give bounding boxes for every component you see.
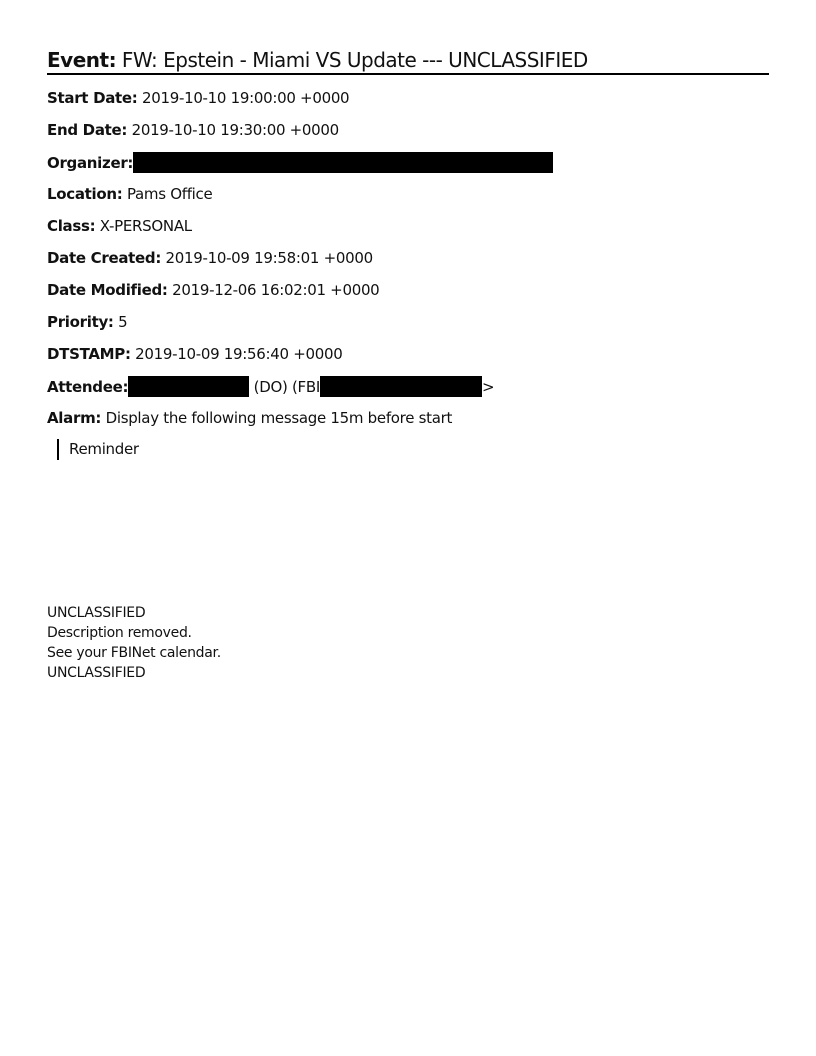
attendee-closing-text: > [481,378,495,396]
priority-label: Priority: [47,313,114,331]
attendee-org-text: (DO) (FBI [249,378,320,396]
class-field [47,216,192,236]
attendee-label: Attendee: [47,378,129,396]
alarm-label: Alarm: [47,409,102,427]
date-created-label: Date Created: [47,249,162,267]
date-modified-label: Date Modified: [47,281,168,299]
dtstamp-label: DTSTAMP: [47,345,131,363]
date-modified-field [47,280,379,300]
dtstamp-field [47,344,342,364]
description-line: See your FBINet calendar. [47,645,221,661]
date-modified-value: 2019-12-06 16:02:01 +0000 [172,281,380,299]
start-date-value: 2019-10-10 19:00:00 +0000 [141,89,350,107]
event-title-value: FW: Epstein - Miami VS Update --- UNCLASSIFIED [121,48,588,72]
attendee-field [47,376,494,397]
class-label: Class: [47,217,96,235]
start-date-field [47,88,349,108]
alarm-value: Display the following message 15m before start [105,409,453,427]
end-date-field [47,120,339,140]
attendee-name-redaction [128,376,249,397]
priority-value: 5 [118,313,128,331]
description-line: Description removed. [47,625,192,641]
alarm-reminder-quote: Reminder [57,439,139,460]
date-created-value: 2019-10-09 19:58:01 +0000 [165,249,373,267]
event-description [47,603,221,683]
event-title-label: Event: [47,48,117,72]
description-line: UNCLASSIFIED [47,665,146,681]
description-line: UNCLASSIFIED [47,605,146,621]
organizer-redaction [133,152,553,173]
location-field [47,184,212,204]
dtstamp-value: 2019-10-09 19:56:40 +0000 [135,345,343,363]
priority-field [47,312,127,332]
organizer-field [47,152,553,173]
location-label: Location: [47,185,123,203]
start-date-label: Start Date: [47,89,138,107]
end-date-value: 2019-10-10 19:30:00 +0000 [131,121,339,139]
organizer-label: Organizer: [47,154,134,172]
event-title [47,48,769,75]
date-created-field [47,248,373,268]
class-value: X-PERSONAL [99,217,192,235]
attendee-email-redaction [320,376,482,397]
alarm-field [47,408,452,428]
calendar-event-document [47,48,769,681]
location-value: Pams Office [126,185,213,203]
end-date-label: End Date: [47,121,128,139]
